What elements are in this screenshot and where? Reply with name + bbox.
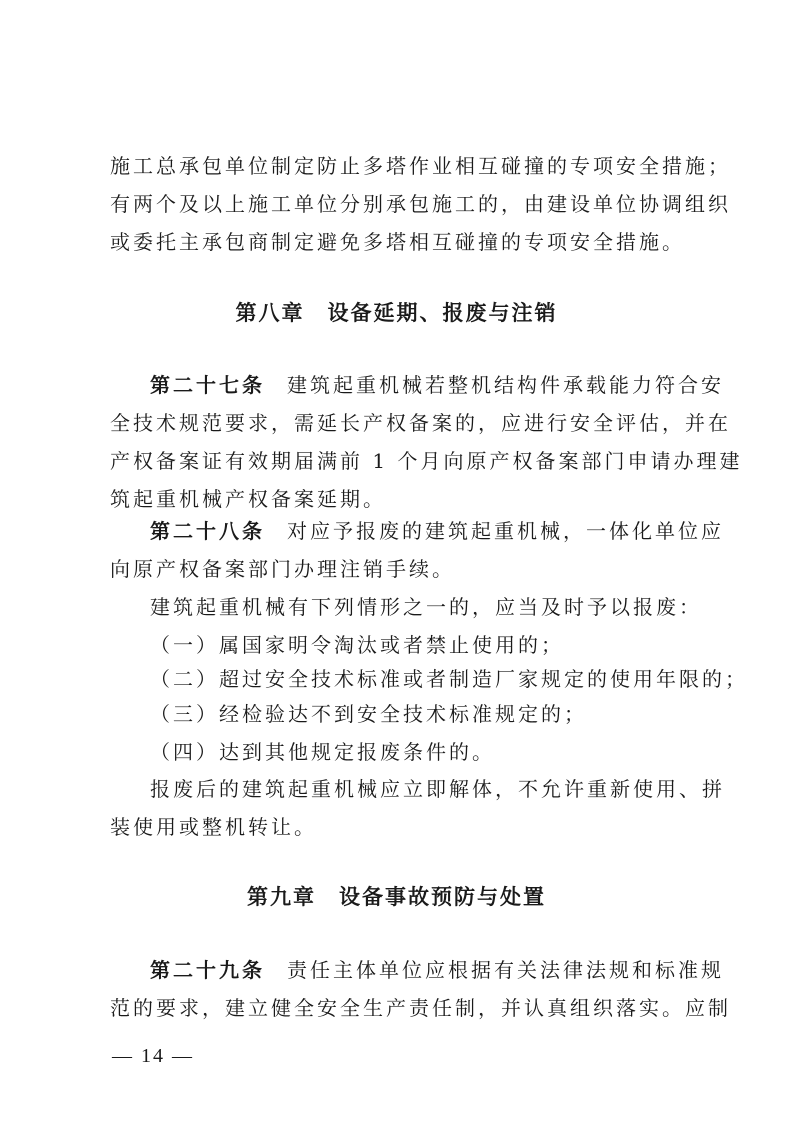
body-line: 向原产权备案部门办理注销手续。 (110, 557, 455, 581)
article-label: 第二十九条 (150, 958, 265, 982)
list-item: （二）超过安全技术标准或者制造厂家规定的使用年限的； (150, 667, 748, 691)
article-text: 责任主体单位应根据有关法律法规和标准规 (287, 958, 724, 982)
list-item: （四）达到其他规定报废条件的。 (150, 740, 495, 764)
body-line: 筑起重机械产权备案延期。 (110, 487, 386, 511)
article-first-line (150, 958, 724, 982)
list-item: （三）经检验达不到安全技术标准规定的； (150, 702, 587, 726)
body-line: 全技术规范要求，需延长产权备案的，应进行安全评估，并在 (110, 411, 731, 435)
body-line: 或委托主承包商制定避免多塔相互碰撞的专项安全措施。 (110, 230, 685, 254)
article-label: 第二十七条 (150, 373, 265, 397)
body-line: 有两个及以上施工单位分别承包施工的，由建设单位协调组织 (110, 192, 731, 216)
article-text: 建筑起重机械若整机结构件承载能力符合安 (287, 373, 724, 397)
body-line: 范的要求，建立健全安全生产责任制，并认真组织落实。应制 (110, 996, 731, 1020)
body-line: 报废后的建筑起重机械应立即解体，不允许重新使用、拼 (150, 777, 725, 801)
chapter-heading: 第九章 设备事故预防与处置 (247, 885, 546, 909)
article-label: 第二十八条 (150, 519, 265, 543)
list-item: （一）属国家明令淘汰或者禁止使用的； (150, 633, 564, 657)
page-number: — 14 — (112, 1045, 194, 1067)
body-line: 建筑起重机械有下列情形之一的，应当及时予以报废： (150, 595, 702, 619)
article-first-line (150, 373, 724, 397)
body-line: 装使用或整机转让。 (110, 815, 317, 839)
chapter-heading: 第八章 设备延期、报废与注销 (235, 301, 558, 325)
article-first-line (150, 519, 724, 543)
body-line: 产权备案证有效期届满前 1 个月向原产权备案部门申请办理建 (110, 449, 743, 473)
body-line: 施工总承包单位制定防止多塔作业相互碰撞的专项安全措施； (110, 154, 731, 178)
article-text: 对应予报废的建筑起重机械，一体化单位应 (287, 519, 724, 543)
